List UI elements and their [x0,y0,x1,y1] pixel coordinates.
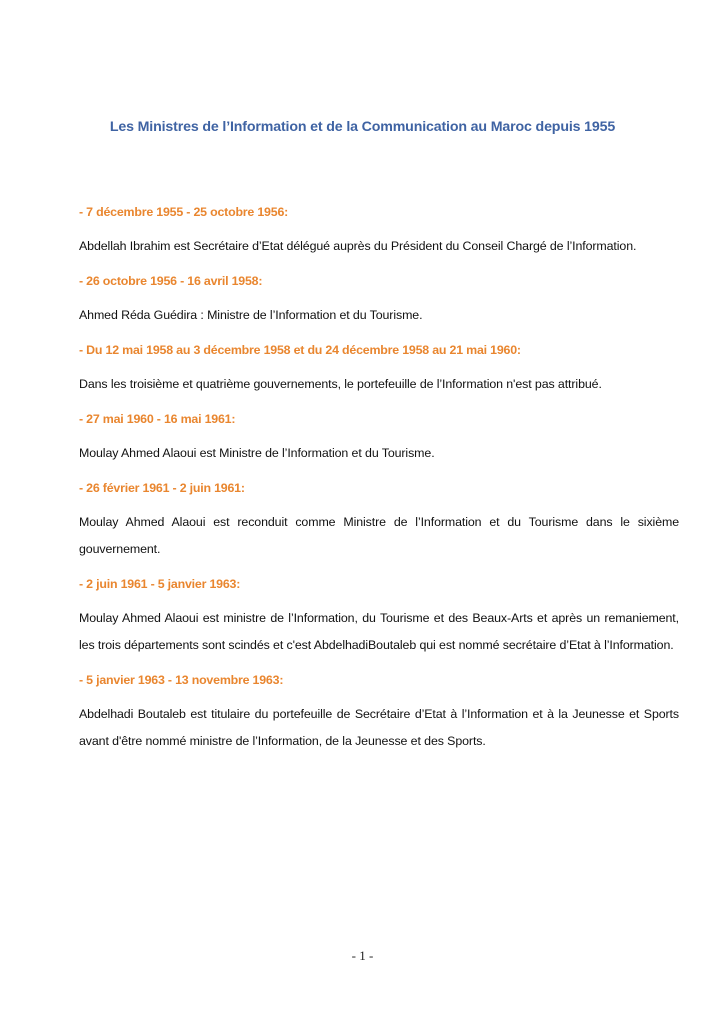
entry [79,480,679,563]
entry-text: Dans les troisième et quatrième gouvernements, le portefeuille de l’Information n'est pas attribué. [79,377,602,391]
page-number: - 1 - [351,948,374,963]
entry-period: - 7 décembre 1955 - 25 octobre 1956: [79,205,289,219]
entry [79,672,679,755]
entry [79,204,679,260]
entry-text: Abdelhadi Boutaleb est titulaire du portefeuille de Secrétaire d’Etat à l’Information et à la Jeunesse et Sports avant d'être nommé ministre de l’Information, de la Jeunesse et des Sports. [79,707,679,748]
entry [79,576,679,659]
entry-period: - 26 octobre 1956 - 16 avril 1958: [79,274,263,288]
entry-period: - 27 mai 1960 - 16 mai 1961: [79,412,236,426]
entry-period: - Du 12 mai 1958 au 3 décembre 1958 et du 24 décembre 1958 au 21 mai 1960: [79,343,521,357]
entry [79,273,679,329]
entry-period: - 2 juin 1961 - 5 janvier 1963: [79,577,241,591]
entry-period: - 5 janvier 1963 - 13 novembre 1963: [79,673,284,687]
entry-text: Moulay Ahmed Alaoui est reconduit comme Ministre de l’Information et du Tourisme dans le sixième gouvernement. [79,515,679,556]
entry [79,342,679,398]
page-title: Les Ministres de l’Information et de la Communication au Maroc depuis 1955 [109,119,616,135]
entry-text: Abdellah Ibrahim est Secrétaire d’Etat délégué auprès du Président du Conseil Chargé de l’Information. [79,239,637,253]
entry-text: Moulay Ahmed Alaoui est ministre de l’Information, du Tourisme et des Beaux-Arts et après un remaniement, les trois départements sont scindés et c'est AbdelhadiBoutaleb qui est nommé secrétaire d’Etat à l’Information. [79,611,679,652]
entry [79,411,679,467]
entry-text: Moulay Ahmed Alaoui est Ministre de l’Information et du Tourisme. [79,446,435,460]
entry-period: - 26 février 1961 - 2 juin 1961: [79,481,245,495]
entry-text: Ahmed Réda Guédira : Ministre de l’Information et du Tourisme. [79,308,423,322]
entries-list [79,204,679,755]
